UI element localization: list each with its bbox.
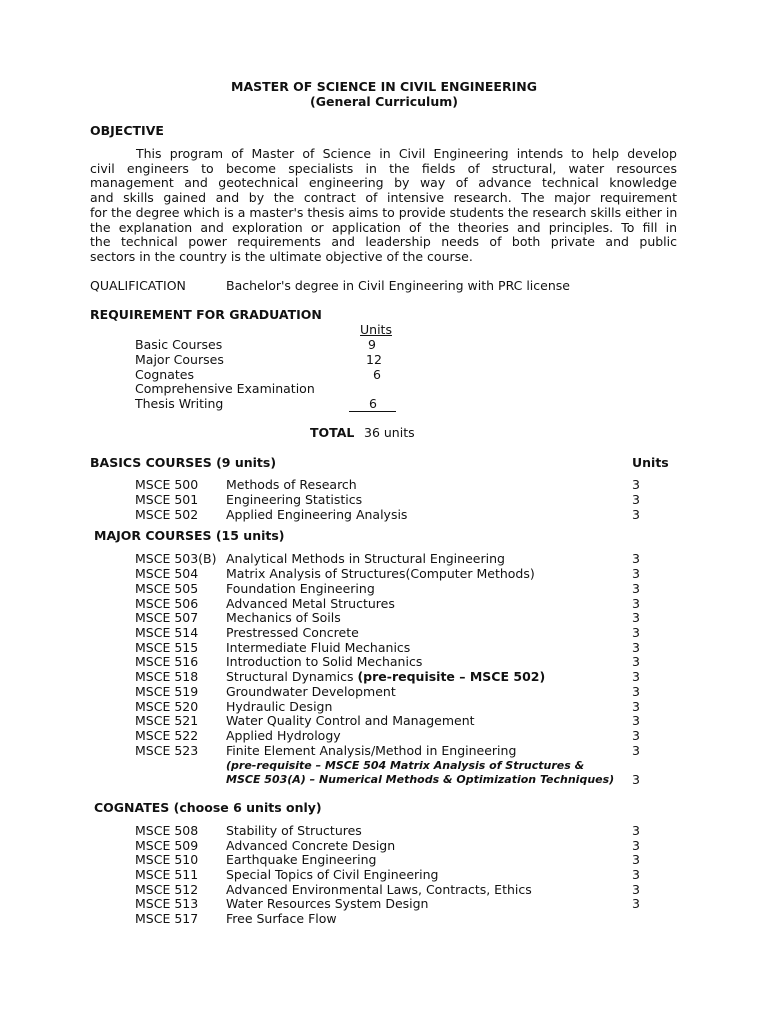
objective-line: the technical power requirements and leadership needs of both private and public [90, 234, 677, 250]
course-units: 3 [632, 772, 640, 787]
course-code: MSCE 516 [135, 654, 199, 669]
course-code: MSCE 508 [135, 823, 199, 838]
course-code: MSCE 506 [135, 596, 199, 611]
major-heading: MAJOR COURSES (15 units) [94, 528, 285, 543]
course-name: Hydraulic Design [226, 699, 333, 714]
objective-line: sectors in the country is the ultimate objective of the course. [90, 248, 473, 264]
course-name: Matrix Analysis of Structures(Computer Methods) [226, 566, 535, 581]
graduation-units-header: Units [360, 322, 392, 337]
requirement-row [135, 353, 224, 368]
course-name: Applied Engineering Analysis [226, 507, 408, 522]
objective-line: for the degree which is a master's thesis aims to provide students the research skills either in [90, 204, 678, 220]
cognates-heading: COGNATES (choose 6 units only) [94, 800, 322, 815]
objective-line: the explanation and exploration or application of the theories and principles. To fill in [90, 219, 677, 235]
course-name: Intermediate Fluid Mechanics [226, 640, 411, 655]
requirement-units: 6 [373, 367, 381, 382]
course-code: MSCE 500 [135, 477, 199, 492]
course-code: MSCE 523 [135, 743, 199, 758]
course-code: MSCE 510 [135, 852, 199, 867]
course-units: 3 [632, 477, 640, 492]
course-name: Finite Element Analysis/Method in Engineering [226, 743, 517, 758]
requirement-row [135, 397, 223, 412]
course-name: Analytical Methods in Structural Engineering [226, 551, 505, 566]
course-code: MSCE 515 [135, 640, 199, 655]
course-code: MSCE 504 [135, 566, 199, 581]
course-code: MSCE 509 [135, 838, 199, 853]
course-name: Applied Hydrology [226, 728, 341, 743]
course-units: 3 [632, 492, 640, 507]
course-name: Advanced Concrete Design [226, 838, 396, 853]
course-units: 3 [632, 640, 640, 655]
course-units: 3 [632, 713, 640, 728]
course-units: 3 [632, 625, 640, 640]
course-units: 3 [632, 852, 640, 867]
course-name: Prestressed Concrete [226, 625, 359, 640]
course-prerequisite: (pre-requisite – MSCE 502) [357, 669, 546, 684]
course-units: 3 [632, 654, 640, 669]
prerequisite-note: (pre-requisite – MSCE 504 Matrix Analysis of Structures & [226, 759, 585, 772]
course-code: MSCE 507 [135, 610, 199, 625]
qualification-label: QUALIFICATION [90, 278, 186, 293]
course-code: MSCE 513 [135, 896, 199, 911]
course-name: Special Topics of Civil Engineering [226, 867, 439, 882]
document-title: MASTER OF SCIENCE IN CIVIL ENGINEERING [231, 79, 537, 94]
course-units: 3 [632, 596, 640, 611]
objective-line: management and geotechnical engineering by way of advance technical knowledge [90, 175, 677, 191]
course-code: MSCE 518 [135, 669, 199, 684]
course-name: Stability of Structures [226, 823, 362, 838]
requirement-units: 9 [368, 337, 376, 352]
course-name: Engineering Statistics [226, 492, 363, 507]
requirement-row [135, 338, 222, 353]
graduation-heading: REQUIREMENT FOR GRADUATION [90, 307, 322, 322]
course-units: 3 [632, 684, 640, 699]
objective-heading: OBJECTIVE [90, 123, 164, 138]
course-code: MSCE 521 [135, 713, 199, 728]
course-code: MSCE 514 [135, 625, 199, 640]
course-code: MSCE 503(B) [135, 551, 217, 566]
course-units: 3 [632, 551, 640, 566]
prerequisite-note: MSCE 503(A) – Numerical Methods & Optimization Techniques) [226, 773, 615, 786]
course-units: 3 [632, 743, 640, 758]
basics-heading: BASICS COURSES (9 units) [90, 455, 277, 470]
total-label: TOTAL [310, 425, 355, 440]
course-name: Methods of Research [226, 477, 357, 492]
course-name: Water Quality Control and Management [226, 713, 475, 728]
objective-paragraph [90, 147, 677, 265]
course-units: 3 [632, 507, 640, 522]
requirement-units: 6 [369, 396, 377, 411]
total-value: 36 units [364, 425, 415, 440]
course-code: MSCE 519 [135, 684, 199, 699]
course-units: 3 [632, 728, 640, 743]
course-code: MSCE 512 [135, 882, 199, 897]
course-code: MSCE 505 [135, 581, 199, 596]
course-units: 3 [632, 610, 640, 625]
course-name: Groundwater Development [226, 684, 396, 699]
basics-units-header: Units [632, 455, 669, 470]
objective-line: This program of Master of Science in Civil Engineering intends to help develop [136, 146, 677, 161]
course-units: 3 [632, 867, 640, 882]
course-code: MSCE 517 [135, 911, 199, 926]
course-units: 3 [632, 669, 640, 684]
total-rule [349, 411, 396, 412]
course-units: 3 [632, 581, 640, 596]
course-name-text: Structural Dynamics [226, 669, 354, 684]
qualification-value: Bachelor's degree in Civil Engineering with PRC license [226, 278, 570, 293]
course-name: Earthquake Engineering [226, 852, 377, 867]
requirement-units: 12 [366, 352, 382, 367]
course-units: 3 [632, 882, 640, 897]
course-name: Mechanics of Soils [226, 610, 341, 625]
requirement-name: Basic Courses [135, 337, 223, 352]
objective-line: civil engineers to become specialists in the fields of structural, water resources [90, 160, 677, 176]
course-name: Introduction to Solid Mechanics [226, 654, 423, 669]
course-code: MSCE 520 [135, 699, 199, 714]
course-units: 3 [632, 896, 640, 911]
course-name: Foundation Engineering [226, 581, 375, 596]
course-code: MSCE 522 [135, 728, 199, 743]
course-name: Advanced Environmental Laws, Contracts, Ethics [226, 882, 532, 897]
course-name [226, 670, 545, 685]
document-subtitle: (General Curriculum) [310, 94, 458, 109]
course-units: 3 [632, 838, 640, 853]
requirement-name: Comprehensive Examination [135, 381, 315, 396]
course-code: MSCE 502 [135, 507, 199, 522]
course-units: 3 [632, 823, 640, 838]
course-name: Water Resources System Design [226, 896, 429, 911]
objective-line: and skills gained and by the contract of intensive research. The major requirement [90, 190, 677, 206]
requirement-row [135, 382, 315, 397]
course-name: Advanced Metal Structures [226, 596, 395, 611]
course-name: Free Surface Flow [226, 911, 337, 926]
requirement-name: Cognates [135, 367, 194, 382]
course-code: MSCE 501 [135, 492, 199, 507]
course-units: 3 [632, 699, 640, 714]
course-code: MSCE 511 [135, 867, 199, 882]
course-units: 3 [632, 566, 640, 581]
requirement-name: Major Courses [135, 352, 224, 367]
requirement-name: Thesis Writing [135, 396, 224, 411]
